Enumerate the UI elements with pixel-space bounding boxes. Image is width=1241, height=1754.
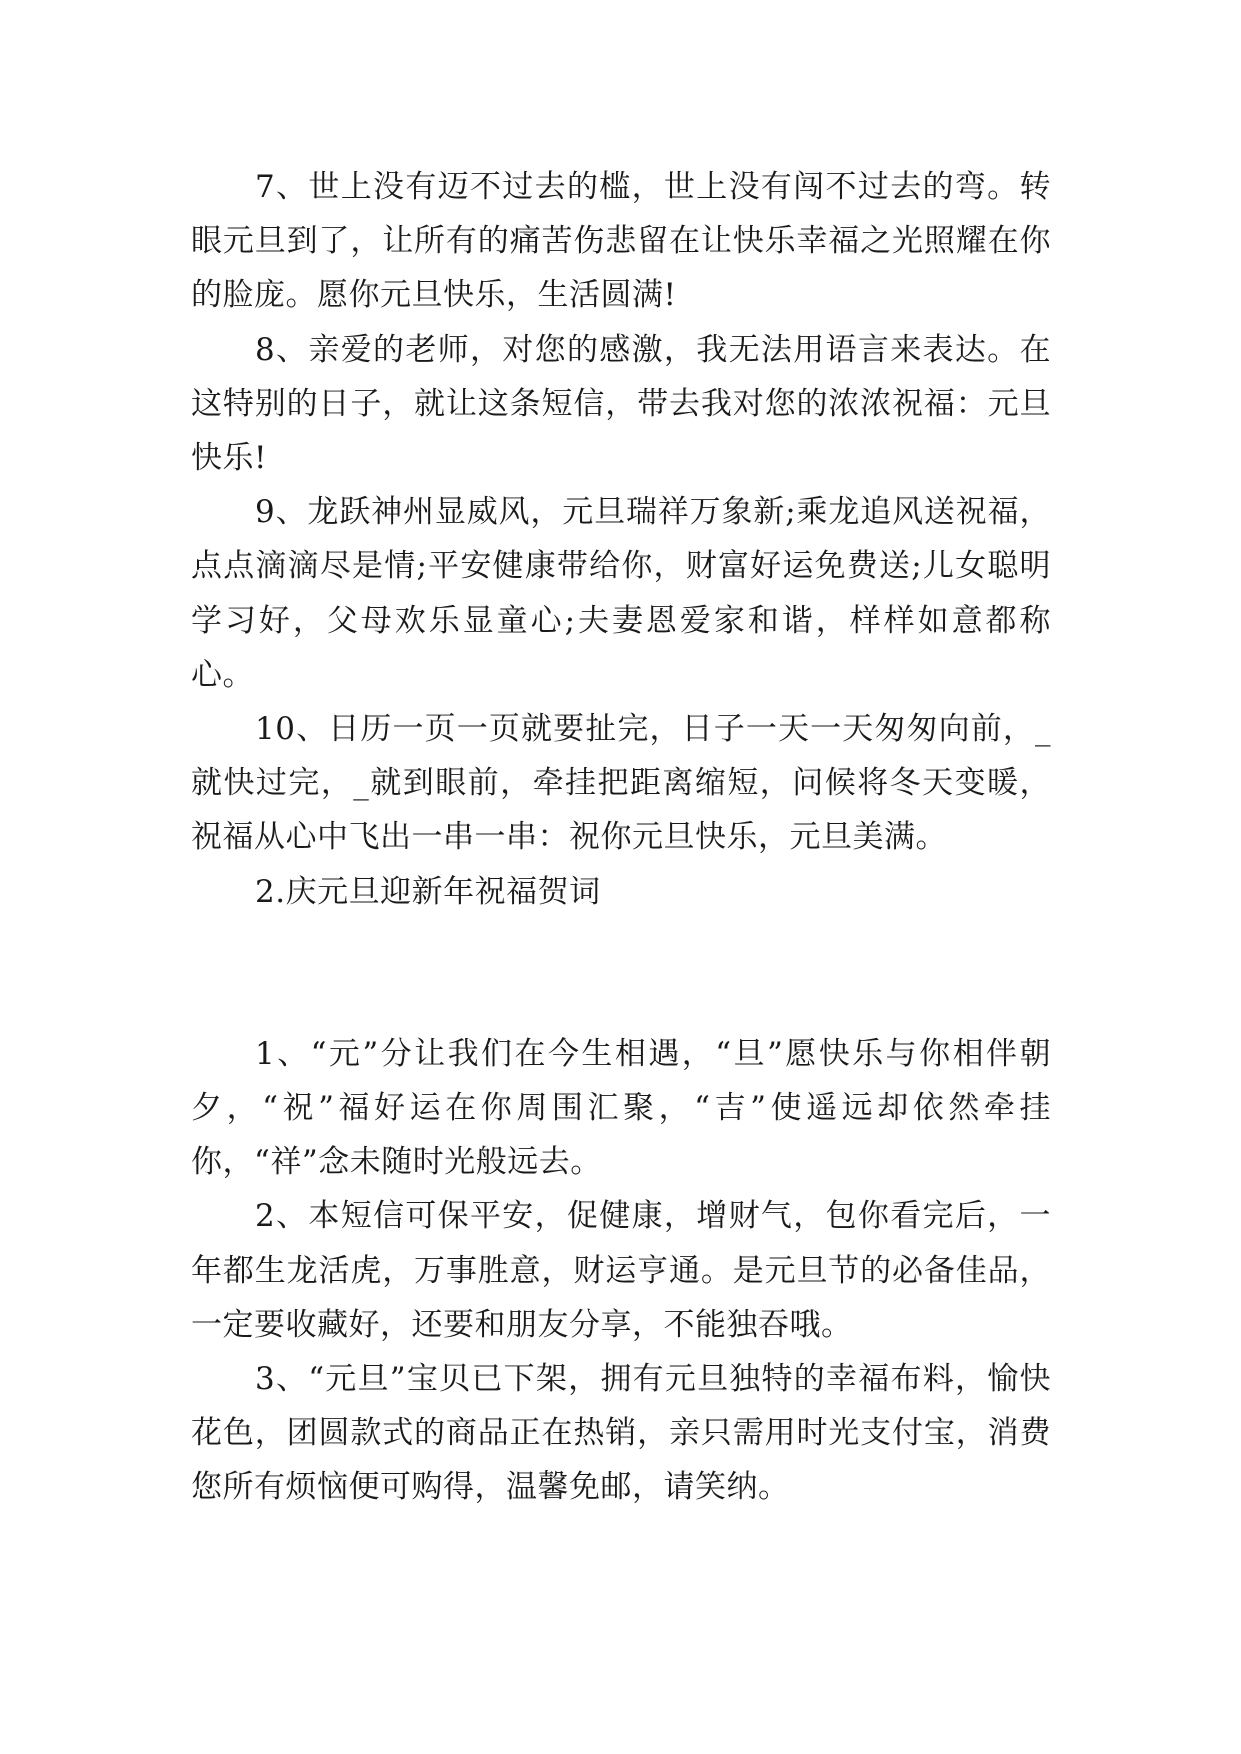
- wish-item-9: 9、龙跃神州显威风，元旦瑞祥万象新;乘龙追风送祝福，点点滴滴尽是情;平安健康带给你，财富好运免费送;儿女聪明学习好，父母欢乐显童心;夫妻恩爱家和谐，样样如意都称心。: [191, 494, 1051, 693]
- greeting-item-2: 2、本短信可保平安，促健康，增财气，包你看完后，一年都生龙活虎，万事胜意，财运亨通。是元旦节的必备佳品，一定要收藏好，还要和朋友分享，不能独吞哦。: [191, 1198, 1051, 1343]
- section-heading: 2.庆元旦迎新年祝福贺词: [255, 873, 601, 910]
- document-body: [191, 160, 1051, 1515]
- wish-item-8: 8、亲爱的老师，对您的感激，我无法用语言来表达。在这特别的日子，就让这条短信，带去我对您的浓浓祝福：元旦快乐!: [191, 331, 1051, 477]
- section-spacer: [191, 919, 1051, 1027]
- wish-item-7: 7、世上没有迈不过去的槛，世上没有闯不过去的弯。转眼元旦到了，让所有的痛苦伤悲留在让快乐幸福之光照耀在你的脸庞。愿你元旦快乐，生活圆满!: [191, 169, 1051, 314]
- greeting-item-3: 3、“元旦”宝贝已下架，拥有元旦独特的幸福布料，愉快花色，团圆款式的商品正在热销，亲只需用时光支付宝，消费您所有烦恼便可购得，温馨免邮，请笑纳。: [191, 1361, 1051, 1506]
- wish-item-10: 10、日历一页一页就要扯完，日子一天一天匆匆向前，_就快过完，_就到眼前，牵挂把距离缩短，问候将冬天变暖，祝福从心中飞出一串一串：祝你元旦快乐，元旦美满。: [191, 711, 1051, 856]
- greeting-item-1: 1、“元”分让我们在今生相遇，“旦”愿快乐与你相伴朝夕，“祝”福好运在你周围汇聚，“吉”使遥远却依然牵挂你，“祥”念未随时光般远去。: [191, 1035, 1051, 1181]
